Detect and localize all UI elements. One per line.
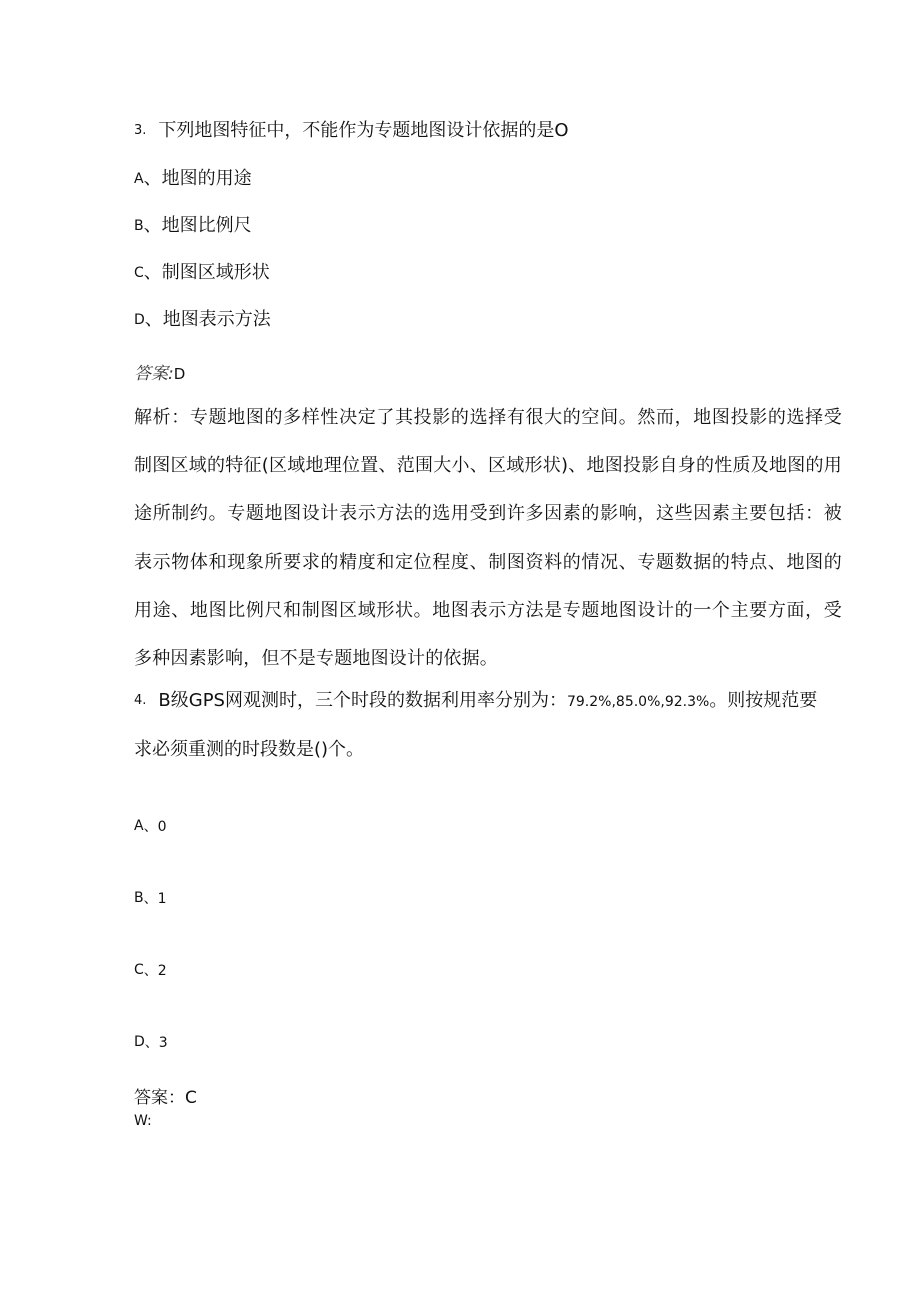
answer-label: 答案: [134,364,174,384]
question-text: 下列地图特征中，不能作为专题地图设计依据的是O [158,120,569,141]
answer-line [134,366,185,383]
option-c: C、制图区域形状 [134,262,270,283]
analysis-paragraph: 解析：专题地图的多样性决定了其投影的选择有很大的空间。然而，地图投影的选择受制图区域的特征(区域地理位置、范围大小、区域形状)、地图投影自身的性质及地图的用途所制约。专题地图设计表示方法的选用受到许多因素的影响，这些因素主要包括：被表示物体和现象所要求的精度和定位程度、制图资料的情况、专题数据的特点、地图的用途、地图比例尺和制图区域形状。地图表示方法是专题地图设计的一个主要方面，受多种因素影响，但不是专题地图设计的依据。 [134,407,842,670]
question-number: 3. [134,123,147,138]
option-d: D、3 [134,1034,168,1051]
answer-value: D [173,365,186,383]
question-3 [134,122,569,140]
question-number: 4. [134,693,147,708]
option-a: A、地图的用途 [134,168,252,189]
trailing-text: W: [134,1113,152,1129]
option-b: B、1 [134,890,167,907]
question-text-b: 。则按规范要求必须重测的时段数是()个。 [134,690,818,760]
question-4 [134,677,834,774]
question-text-a: B级GPS网观测时，三个时段的数据利用率分别为： [158,690,567,711]
answer-line: 答案：C [134,1088,197,1108]
option-d: D、地图表示方法 [134,309,271,330]
question-numbers: 79.2%,85.0%,92.3% [566,694,710,710]
option-c: C、2 [134,962,167,979]
option-a: A、0 [134,818,167,835]
option-b: B、地图比例尺 [134,215,252,236]
